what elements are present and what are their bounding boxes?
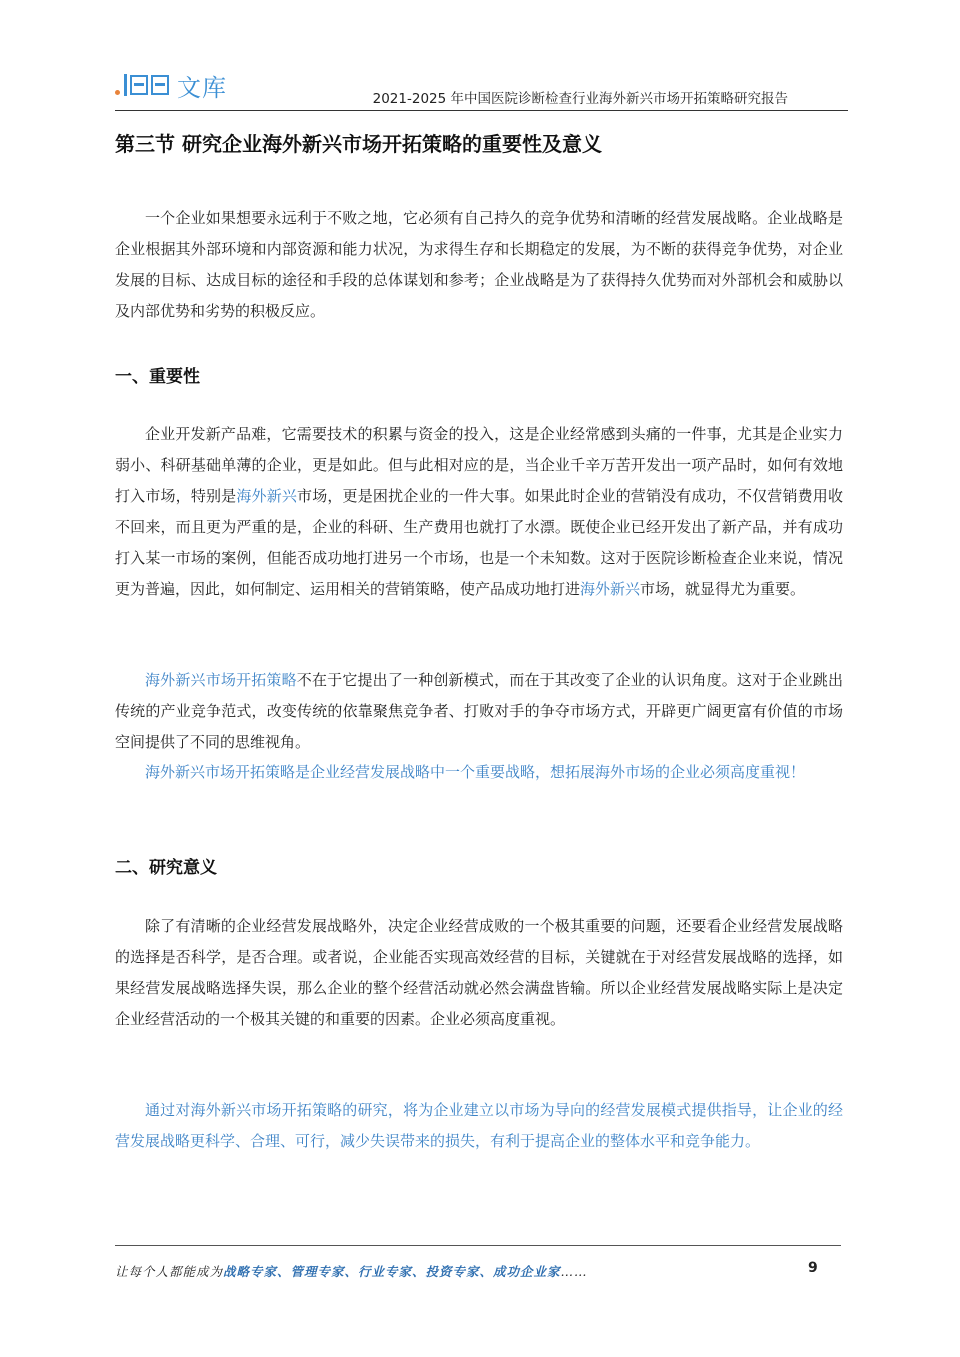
text-run: 市场，就显得尤为重要。 (640, 580, 806, 598)
text-run: 企业开发新产品难，它需要技术的积累与资金的投入，这是企业经常感到头痛的一件事，尤其是企业实力弱小、科研基础单薄的企业，更是如此。但与此相对应的是，当企业千辛万苦开发出一项产品时，如何有效地打入市场，特别是 (115, 425, 843, 505)
footer-prefix: 让每个人都能成为 (115, 1264, 224, 1279)
logo-text: 文库 (177, 73, 227, 102)
importance-paragraph-3: 海外新兴市场开拓策略是企业经营发展战略中一个重要战略，想拓展海外市场的企业必须高度重视！ (145, 763, 806, 781)
highlight-link[interactable]: 海外新兴 (236, 487, 298, 505)
footer-divider (115, 1245, 841, 1246)
footer-slogan (115, 1262, 588, 1280)
text-run: 市场，更是困扰企业的一件大事。如果此时企业的营销没有成功，不仅营销费用收不回来，而且更为严重的是，企业的科研、生产费用也就打了水漂。既使企业已经开发出了新产品，并有成功打入某一市场的案例，但能否成功地打进另一个市场，也是一个未知数。这对于医院诊断检查企业来说，情况更为普遍，因此，如何制定、运用相关的营销策略，使产品成功地打进 (115, 487, 843, 598)
report-title: 2021-2025 年中国医院诊断检查行业海外新兴市场开拓策略研究报告 (372, 91, 788, 107)
page-header (115, 62, 848, 111)
text-run: 不在于它提出了一种创新模式，而在于其改变了企业的认识角度。这对于企业跳出传统的产业竞争范式，改变传统的依靠聚焦竞争者、打败对手的争夺市场方式，开辟更广阔更富有价值的市场空间提供了不同的思维视角。 (115, 671, 843, 751)
intro-paragraph: 一个企业如果想要永远利于不败之地，它必须有自己持久的竞争优势和清晰的经营发展战略。企业战略是企业根据其外部环境和内部资源和能力状况，为求得生存和长期稳定的发展，为不断的获得竞争优势，对企业发展的目标、达成目标的途径和手段的总体谋划和参考；企业战略是为了获得持久优势而对外部机会和威胁以及内部优势和劣势的积极反应。 (115, 209, 843, 320)
logo (115, 68, 227, 102)
highlight-link[interactable]: 海外新兴市场开拓策略 (145, 671, 297, 689)
page-number: 9 (808, 1260, 818, 1276)
logo-dot-icon (115, 90, 120, 95)
significance-paragraph-1: 除了有清晰的企业经营发展战略外，决定企业经营成败的一个极其重要的问题，还要看企业经营发展战略的选择是否科学，是否合理。或者说，企业能否实现高效经营的目标，关键就在于对经营发展战略的选择，如果经营发展战略选择失误，那么企业的整个经营活动就必然会满盘皆输。所以企业经营发展战略实际上是决定企业经营活动的一个极其关键的和重要的因素。企业必须高度重视。 (115, 917, 843, 1028)
logo-mark-icon (124, 74, 169, 96)
section-title: 第三节 研究企业海外新兴市场开拓策略的重要性及意义 (115, 132, 602, 156)
heading-significance: 二、研究意义 (115, 858, 217, 878)
importance-paragraph-1 (115, 419, 843, 605)
significance-paragraph-2: 通过对海外新兴市场开拓策略的研究，将为企业建立以市场为导向的经营发展模式提供指导，让企业的经营发展战略更科学、合理、可行，减少失误带来的损失，有利于提高企业的整体水平和竞争能力。 (115, 1101, 843, 1150)
highlight-link[interactable]: 海外新兴 (580, 580, 641, 598)
footer-roles: 战略专家、管理专家、行业专家、投资专家、成功企业家 (223, 1264, 561, 1279)
heading-importance: 一、重要性 (115, 367, 200, 387)
footer-suffix: …… (560, 1264, 588, 1279)
importance-paragraph-2 (115, 665, 843, 758)
